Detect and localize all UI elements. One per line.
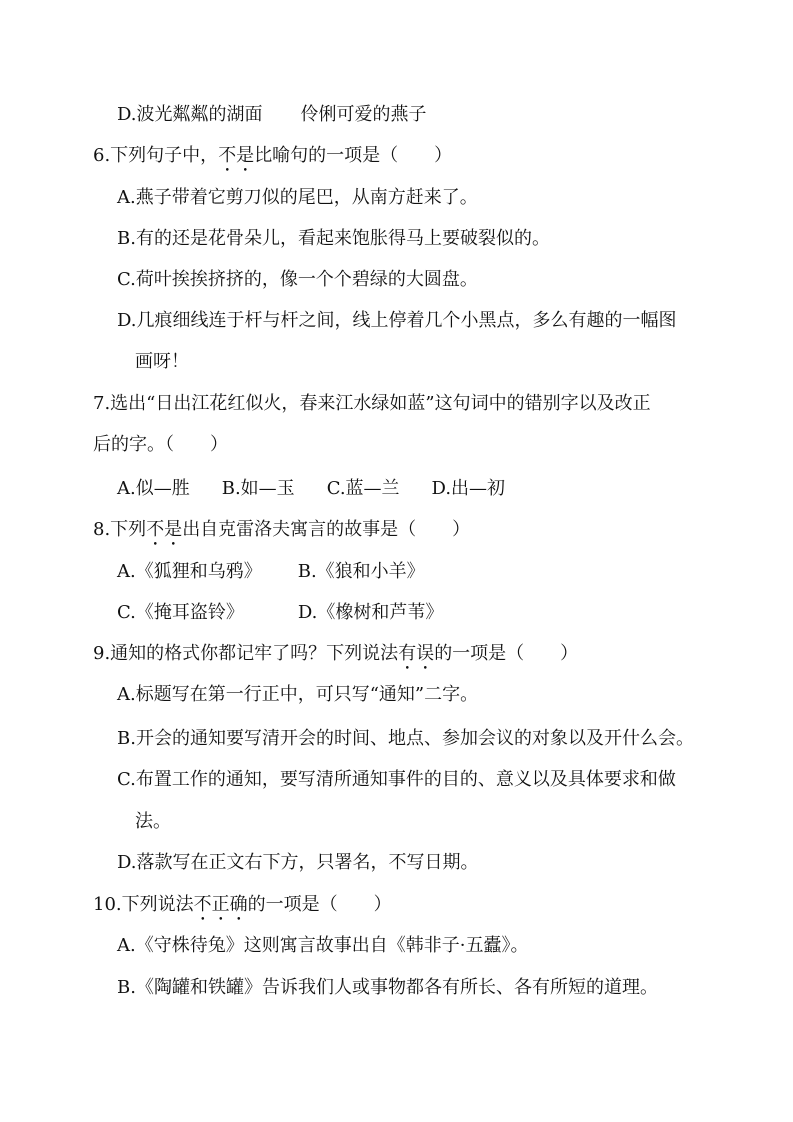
text-segment: D.《橡树和芦苇》	[297, 602, 444, 623]
option-line	[117, 977, 658, 999]
emphasized-text: 有误	[398, 643, 435, 664]
text-segment: D.波光粼粼的湖面	[117, 104, 263, 125]
text-segment: D.落款写在正文右下方，只署名，不写日期。	[117, 852, 479, 873]
emphasized-text: 不正确	[193, 894, 248, 915]
text-segment: A.《狐狸和乌鸦》	[117, 561, 262, 582]
option-line	[117, 684, 478, 706]
text-segment: 伶俐可爱的燕子	[300, 104, 427, 125]
text-segment: D.几痕细线连于杆与杆之间，线上停着几个小黑点，多么有趣的一幅图	[117, 310, 677, 331]
option-line	[117, 728, 694, 750]
text-segment: 出自克雷洛夫寓言的故事是（ ）	[182, 519, 471, 540]
option-line	[117, 602, 443, 624]
text-segment: B.开会的通知要写清开会的时间、地点、参加会议的对象以及开什么会。	[117, 728, 694, 749]
text-segment: 的一项是（ ）	[434, 643, 579, 664]
text-segment: B.《狼和小羊》	[297, 561, 425, 582]
option-line	[117, 769, 676, 791]
text-segment: 比喻句的一项是（ ）	[254, 145, 453, 166]
text-segment: C.布置工作的通知，要写清所通知事件的目的、意义以及具体要求和做	[117, 769, 676, 790]
text-segment: 7.选出“日出江花红似火，春来江水绿如蓝”这句词中的错别字以及改正	[93, 393, 651, 414]
text-segment: B.如—玉	[221, 478, 295, 499]
text-segment: B.有的还是花骨朵儿，看起来饱胀得马上要破裂似的。	[117, 228, 550, 249]
option-line	[117, 104, 427, 126]
question-line	[93, 643, 578, 665]
text-segment: 8.下列	[93, 519, 147, 540]
option-line	[117, 561, 425, 583]
option-line	[117, 228, 550, 250]
text-segment: D.出—初	[431, 478, 506, 499]
continuation-line	[135, 351, 189, 373]
text-segment: 10.下列说法	[93, 894, 194, 915]
text-segment: C.《掩耳盗铃》	[117, 602, 244, 623]
text-segment: A.《守株待兔》这则寓言故事出自《韩非子·五蠹》。	[117, 935, 529, 956]
question-line	[93, 434, 228, 456]
question-line	[93, 519, 470, 541]
text-segment: C.荷叶挨挨挤挤的，像一个个碧绿的大圆盘。	[117, 269, 478, 290]
option-line	[117, 269, 478, 291]
emphasized-text: 不是	[146, 519, 183, 540]
text-segment: 的一项是（ ）	[247, 894, 392, 915]
option-line	[117, 310, 677, 332]
emphasized-text: 不是	[218, 145, 255, 166]
option-line	[117, 187, 478, 209]
option-line	[117, 478, 505, 500]
option-line	[117, 935, 528, 957]
text-segment: 9.通知的格式你都记牢了吗？下列说法	[93, 643, 399, 664]
text-segment: 画呀！	[135, 351, 189, 372]
question-line	[93, 145, 452, 167]
question-line	[93, 393, 651, 415]
text-segment: 后的字。（ ）	[93, 434, 228, 455]
continuation-line	[135, 811, 171, 833]
text-segment: A.标题写在第一行正中，可只写“通知”二字。	[117, 684, 479, 705]
option-line	[117, 852, 479, 874]
text-segment: C.蓝—兰	[326, 478, 400, 499]
text-segment: A.燕子带着它剪刀似的尾巴，从南方赶来了。	[117, 187, 478, 208]
text-segment: 6.下列句子中，	[93, 145, 219, 166]
text-segment: B.《陶罐和铁罐》告诉我们人或事物都各有所长、各有所短的道理。	[117, 977, 658, 998]
text-segment: 法。	[135, 811, 171, 832]
text-segment: A.似—胜	[117, 478, 190, 499]
question-line	[93, 894, 392, 916]
